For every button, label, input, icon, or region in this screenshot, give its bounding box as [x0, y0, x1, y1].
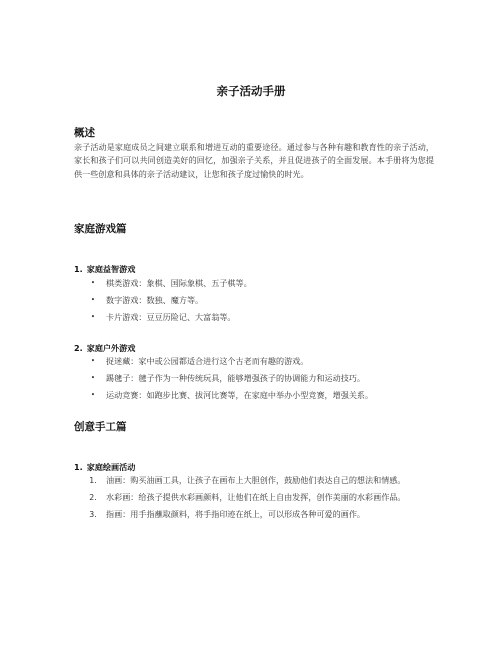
item-number: 1.	[89, 476, 97, 485]
family-outdoor-games-heading	[74, 343, 135, 354]
list-item	[86, 508, 436, 521]
bullet-icon: •	[90, 391, 96, 399]
list-item	[86, 372, 436, 385]
section-title: 家庭户外游戏	[86, 343, 136, 353]
section-title: 家庭益智游戏	[86, 264, 136, 274]
overview-paragraph: 亲子活动是家庭成员之间建立联系和增进互动的重要途径。通过参与各种有趣和教育性的亲子活动，家长和孩子们可以共同创造美好的回忆，加强亲子关系，并且促进孩子的全面发展。本手册将为您提供一些创意和具体的亲子活动建议，让您和孩子度过愉快的时光。	[74, 142, 434, 179]
section-number: 1.	[74, 462, 83, 472]
list-item-text: 捉迷藏：家中或公园都适合进行这个古老而有趣的游戏。	[106, 356, 309, 366]
list-item	[86, 311, 436, 324]
list-item-text: 踢毽子：毽子作为一种传统玩具，能够增强孩子的协调能力和运动技巧。	[106, 373, 366, 383]
list-item-text: 水彩画：给孩子提供水彩画颜料，让他们在纸上自由发挥，创作美丽的水彩画作品。	[106, 492, 406, 502]
list-item-text: 指画：用手指蘸取颜料，将手指印迹在纸上，可以形成各种可爱的画作。	[106, 509, 366, 519]
document-title: 亲子活动手册	[216, 84, 286, 98]
list-item-text: 运动竞赛：如跑步比赛、拔河比赛等，在家庭中举办小型竞赛，增强关系。	[106, 390, 374, 400]
list-item	[86, 389, 436, 402]
list-item-text: 棋类游戏：象棋、国际象棋、五子棋等。	[106, 278, 252, 288]
family-painting-list	[86, 474, 436, 525]
family-puzzle-games-list	[86, 277, 436, 328]
list-item	[86, 277, 436, 290]
section-title: 家庭绘画活动	[86, 462, 136, 472]
crafts-heading: 创意手工篇	[74, 421, 127, 433]
family-puzzle-games-heading	[74, 264, 135, 275]
overview-heading: 概述	[74, 127, 95, 139]
list-item	[86, 355, 436, 368]
bullet-icon: •	[90, 374, 96, 382]
item-number: 3.	[89, 510, 97, 519]
item-number: 2.	[89, 493, 97, 502]
family-painting-heading	[74, 462, 135, 473]
family-outdoor-games-list	[86, 355, 436, 406]
list-item	[86, 294, 436, 307]
bullet-icon: •	[90, 296, 96, 304]
bullet-icon: •	[90, 279, 96, 287]
list-item-text: 油画：购买油画工具，让孩子在画布上大胆创作，鼓励他们表达自己的想法和情感。	[106, 475, 406, 485]
list-item	[86, 491, 436, 504]
list-item	[86, 474, 436, 487]
list-item-text: 数字游戏：数独、魔方等。	[106, 295, 204, 305]
section-number: 1.	[74, 264, 83, 274]
bullet-icon: •	[90, 357, 96, 365]
bullet-icon: •	[90, 313, 96, 321]
family-games-heading: 家庭游戏篇	[74, 223, 127, 235]
section-number: 2.	[74, 343, 83, 353]
list-item-text: 卡片游戏：豆豆历险记、大富翁等。	[106, 312, 236, 322]
